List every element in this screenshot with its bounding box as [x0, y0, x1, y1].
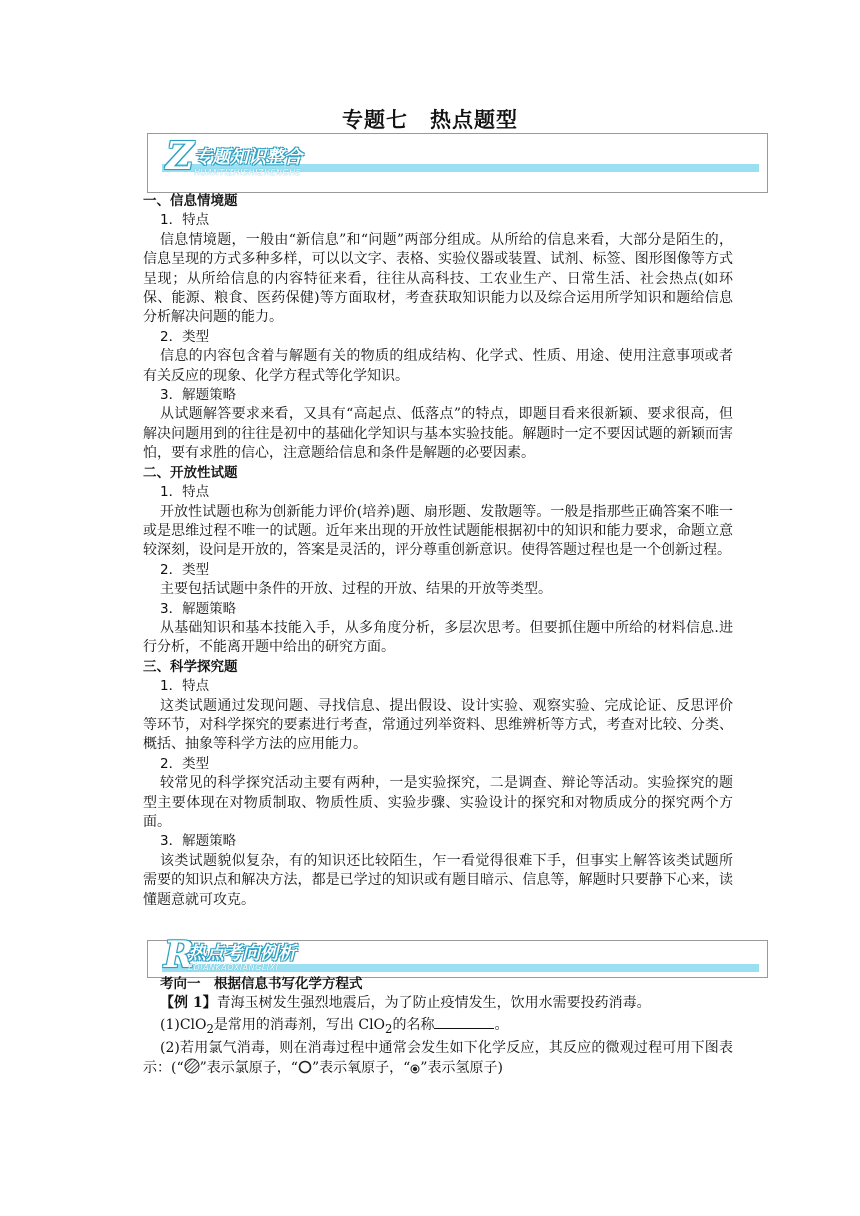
subheading: 1．特点: [160, 678, 210, 695]
banner-letter: R: [164, 934, 194, 976]
section-heading: 二、开放性试题: [143, 464, 238, 481]
q1-text: 是常用的消毒剂，写出 ClO: [213, 1016, 386, 1033]
subheading: 3．解题策略: [160, 387, 237, 404]
q2-text: ”表示氢原子): [420, 1060, 503, 1077]
section-banner-examples: [147, 934, 768, 978]
section-heading: 三、科学探究题: [143, 658, 238, 675]
subscript: 2: [385, 1021, 393, 1036]
subheading: 3．解题策略: [160, 600, 237, 617]
subheading: 2．类型: [160, 561, 210, 578]
subheading: 3．解题策略: [160, 833, 237, 850]
example-text: 青海玉树发生强烈地震后，为了防止疫情发生，饮用水需要投药消毒。: [216, 995, 651, 1012]
knowledge-content: [143, 192, 733, 910]
paragraph: 信息的内容包含着与解题有关的物质的组成结构、化学式、性质、用途、使用注意事项或者有关反应的现象、化学方程式等化学知识。: [143, 348, 733, 384]
q1-text: 的名称: [392, 1016, 435, 1033]
topic-heading: 考向一 根据信息书写化学方程式: [160, 976, 363, 992]
paragraph: 这类试题通过发现问题、寻找信息、提出假设、设计实验、观察实验、完成论证、反思评价等环节，对科学探究的要素进行考查，常通过列举资料、思维辨析等方式，考查对比较、分类、概括、抽象等科学方法的应用能力。: [143, 697, 733, 753]
page-title: 专题七 热点题型: [342, 108, 518, 132]
q2-text: (2)若用氯气消毒，则在消毒过程中通常会发生如下化学反应，其反应的微观过程可用下图表示：(“: [143, 1040, 733, 1077]
hydrogen-atom-icon: [410, 1064, 420, 1074]
paragraph: 信息情境题，一般由“新信息”和“问题”两部分组成。从所给的信息来看，大部分是陌生的，信息呈现的方式多种多样，可以以文字、表格、实验仪器或装置、试剂、标签、图形图像等方式呈现；从所给信息的内容特征来看，往往从高科技、工农业生产、日常生活、社会热点(如环保、能源、粮食、医药保健)等方面取材，考查获取知识能力以及综合运用所学知识和题给信息分析解决问题的能力。: [143, 231, 733, 326]
paragraph: 主要包括试题中条件的开放、过程的开放、结果的开放等类型。: [160, 581, 552, 598]
q2-text: ”表示氧原子，“: [311, 1060, 411, 1077]
example-stem: [143, 994, 733, 1013]
subscript: 2: [206, 1021, 214, 1036]
subheading: 1．特点: [160, 484, 210, 501]
answer-blank[interactable]: [434, 1014, 494, 1029]
example-label: 【例 1】: [160, 995, 217, 1012]
paragraph: 该类试题貌似复杂，有的知识还比较陌生，乍一看觉得很难下手，但事实上解答该类试题所需要的知识点和解决方法，都是已学过的知识或有题目暗示、信息等，解题时只要静下心来，读懂题意就可攻克。: [143, 852, 733, 908]
banner-title: 热点考向例析: [188, 943, 296, 964]
paragraph: 从基础知识和基本技能入手，从多角度分析，多层次思考。但要抓住题中所给的材料信息.进行分析，不能离开题中给出的研究方面。: [143, 619, 733, 656]
section-banner-knowledge: [147, 133, 768, 193]
q1-text: 。: [494, 1016, 509, 1033]
example-content: [143, 975, 733, 1079]
subheading: 1．特点: [160, 212, 210, 229]
banner-title: 专题知识整合: [194, 147, 302, 168]
chlorine-atom-icon: [184, 1058, 200, 1074]
banner-letter: Z: [166, 133, 194, 178]
q2-text: ”表示氯原子，“: [199, 1060, 298, 1077]
q1-text: (1)ClO: [160, 1016, 207, 1033]
banner-pinyin: HUANTIZHISHIZHENGHE: [194, 168, 302, 177]
section-heading: 一、信息情境题: [143, 193, 238, 209]
subheading: 2．类型: [160, 328, 210, 345]
banner-pinyin: EDIANKAOXIANGLIXI: [188, 963, 279, 972]
subheading: 2．类型: [160, 755, 210, 772]
paragraph: 从试题解答要求来看，又具有“高起点、低落点”的特点，即题目看来很新颖、要求很高，但解决问题用到的往往是初中的基础化学知识与基本实验技能。解题时一定不要因试题的新颖而害怕，要有求胜的信心，注意题给信息和条件是解题的必要因素。: [143, 406, 733, 462]
question-1: [143, 1014, 733, 1039]
paragraph: 开放性试题也称为创新能力评价(培养)题、扇形题、发散题等。一般是指那些正确答案不唯一或是思维过程不唯一的试题。近年来出现的开放性试题能根据初中的知识和能力要求，命题立意较深刻，设问是开放的，答案是灵活的，评分尊重创新意识。使得答题过程也是一个创新过程。: [143, 503, 733, 559]
paragraph: 较常见的科学探究活动主要有两种，一是实验探究，二是调查、辩论等活动。实验探究的题型主要体现在对物质制取、物质性质、实验步骤、实验设计的探究和对物质成分的探究两个方面。: [143, 775, 733, 830]
oxygen-atom-icon: [298, 1060, 312, 1074]
question-2: [143, 1039, 733, 1079]
